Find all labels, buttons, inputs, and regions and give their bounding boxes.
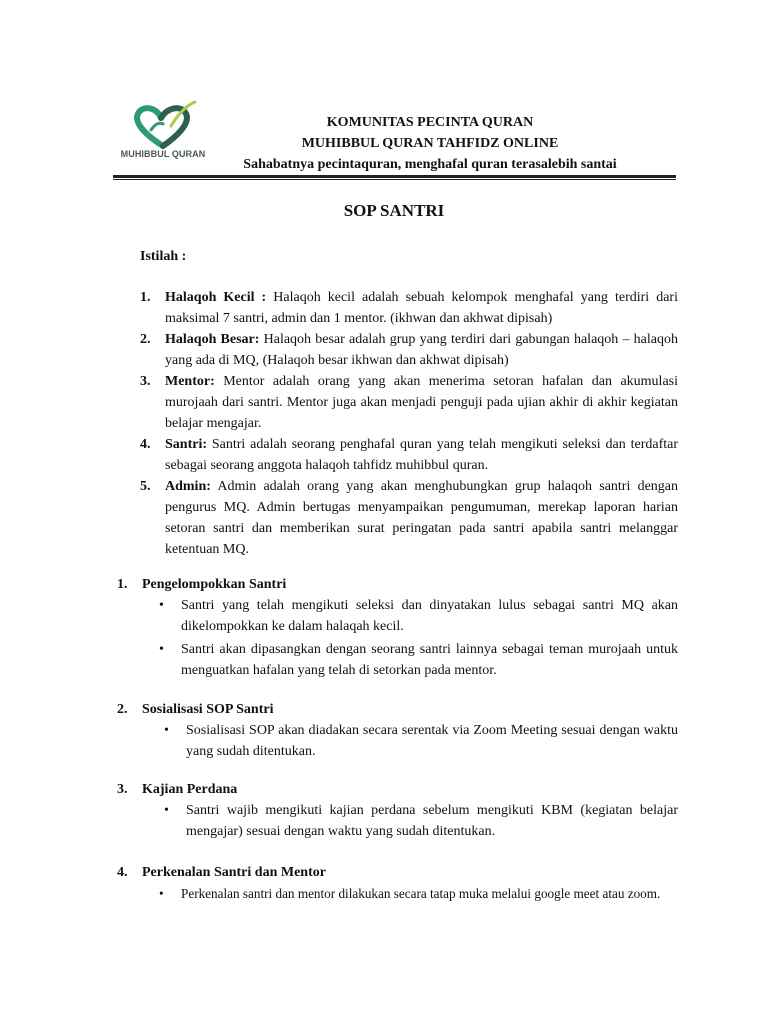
term-text: Santri adalah seorang penghafal quran yang telah mengikuti seleksi dan terdaftar sebagai seorang anggota halaqoh tahfidz muhibbul quran.: [165, 437, 678, 473]
term-number: 2.: [140, 332, 151, 347]
bullet-item: [117, 639, 678, 681]
section-perkenalan: [117, 862, 678, 904]
muhibbul-quran-logo: [113, 96, 213, 176]
section-number: 1.: [117, 577, 128, 592]
bullet-text: Santri wajib mengikuti kajian perdana sebelum mengikuti KBM (kegiatan belajar mengajar) sesuai dengan waktu yang sudah ditentukan.: [186, 803, 678, 839]
section-number: 4.: [117, 865, 128, 880]
bullet-item: [117, 800, 678, 842]
section-kajian-perdana: [117, 779, 678, 842]
letterhead-rule-thick: [113, 175, 676, 178]
section-title: [117, 862, 678, 883]
section-title: [117, 574, 678, 595]
bullet-icon: •: [159, 886, 164, 901]
term-number: 5.: [140, 479, 151, 494]
logo-wordmark: MUHIBBUL QURAN: [120, 149, 206, 159]
section-title-text: Perkenalan Santri dan Mentor: [142, 865, 326, 880]
section-bullets: [117, 883, 678, 904]
letterhead-line-3: Sahabatnya pecintaquran, menghafal quran terasalebih santai: [243, 157, 617, 172]
term-name: Halaqoh Kecil :: [165, 290, 267, 305]
term-name: Santri:: [165, 437, 207, 452]
letterhead: [220, 112, 640, 175]
bullet-icon: •: [164, 803, 169, 818]
section-title-text: Sosialisasi SOP Santri: [142, 702, 274, 717]
section-title-text: Kajian Perdana: [142, 782, 238, 797]
term-item: [140, 329, 678, 371]
section-bullets: [117, 720, 678, 762]
term-text: Mentor adalah orang yang akan menerima setoran hafalan dan akumulasi murojaah dari santri. Mentor juga akan menjadi penguji pada ujian akhir di akhir kegiatan belajar mengajar.: [165, 374, 678, 431]
document-title: SOP SANTRI: [343, 201, 445, 220]
term-name: Mentor:: [165, 374, 215, 389]
term-item: [140, 476, 678, 560]
term-item: [140, 287, 678, 329]
section-number: 3.: [117, 782, 128, 797]
section-bullets: [117, 800, 678, 842]
heart-logo-icon: [113, 96, 213, 152]
term-text: Admin adalah orang yang akan menghubungkan grup halaqoh santri dengan pengurus MQ. Admin bertugas menyampaikan pengumuman, merekap laporan harian setoran santri dan memberikan surat peringatan pada santri apabila santri melanggar ketentuan MQ.: [165, 479, 678, 557]
term-text: Halaqoh kecil adalah sebuah kelompok menghafal yang terdiri dari maksimal 7 santri, admin dan 1 mentor. (ikhwan dan akhwat dipisah): [165, 290, 678, 326]
section-bullets: [117, 595, 678, 681]
bullet-text: Santri yang telah mengikuti seleksi dan dinyatakan lulus sebagai santri MQ akan dikelompokkan ke dalam halaqah kecil.: [181, 598, 678, 634]
letterhead-line-1: KOMUNITAS PECINTA QURAN: [326, 115, 534, 130]
term-text: Halaqoh besar adalah grup yang terdiri dari gabungan halaqoh – halaqoh yang ada di MQ, (Halaqoh besar ikhwan dan akhwat dipisah): [165, 332, 678, 368]
section-number: 2.: [117, 702, 128, 717]
letterhead-line-2: MUHIBBUL QURAN TAHFIDZ ONLINE: [301, 136, 559, 151]
bullet-text: Sosialisasi SOP akan diadakan secara serentak via Zoom Meeting sesuai dengan waktu yang sudah ditentukan.: [186, 723, 678, 759]
bullet-item: [117, 595, 678, 637]
terms-heading: Istilah :: [140, 249, 187, 264]
term-item: [140, 371, 678, 434]
bullet-icon: •: [159, 642, 164, 657]
bullet-text: Perkenalan santri dan mentor dilakukan secara tatap muka melalui google meet atau zoom.: [181, 886, 661, 901]
term-number: 1.: [140, 290, 151, 305]
section-title-text: Pengelompokkan Santri: [142, 577, 287, 592]
section-sosialisasi: [117, 699, 678, 762]
section-title: [117, 699, 678, 720]
term-name: Halaqoh Besar:: [165, 332, 260, 347]
term-item: [140, 434, 678, 476]
bullet-item: [117, 883, 678, 904]
bullet-text: Santri akan dipasangkan dengan seorang santri lainnya sebagai teman murojaah untuk menguatkan hafalan yang telah di setorkan pada mentor.: [181, 642, 678, 678]
section-pengelompokkan: [117, 574, 678, 681]
terms-list: [140, 287, 678, 560]
bullet-icon: •: [164, 723, 169, 738]
term-number: 4.: [140, 437, 151, 452]
letterhead-rule-thin: [113, 179, 676, 180]
term-number: 3.: [140, 374, 151, 389]
bullet-icon: •: [159, 598, 164, 613]
term-name: Admin:: [165, 479, 211, 494]
bullet-item: [117, 720, 678, 762]
section-title: [117, 779, 678, 800]
